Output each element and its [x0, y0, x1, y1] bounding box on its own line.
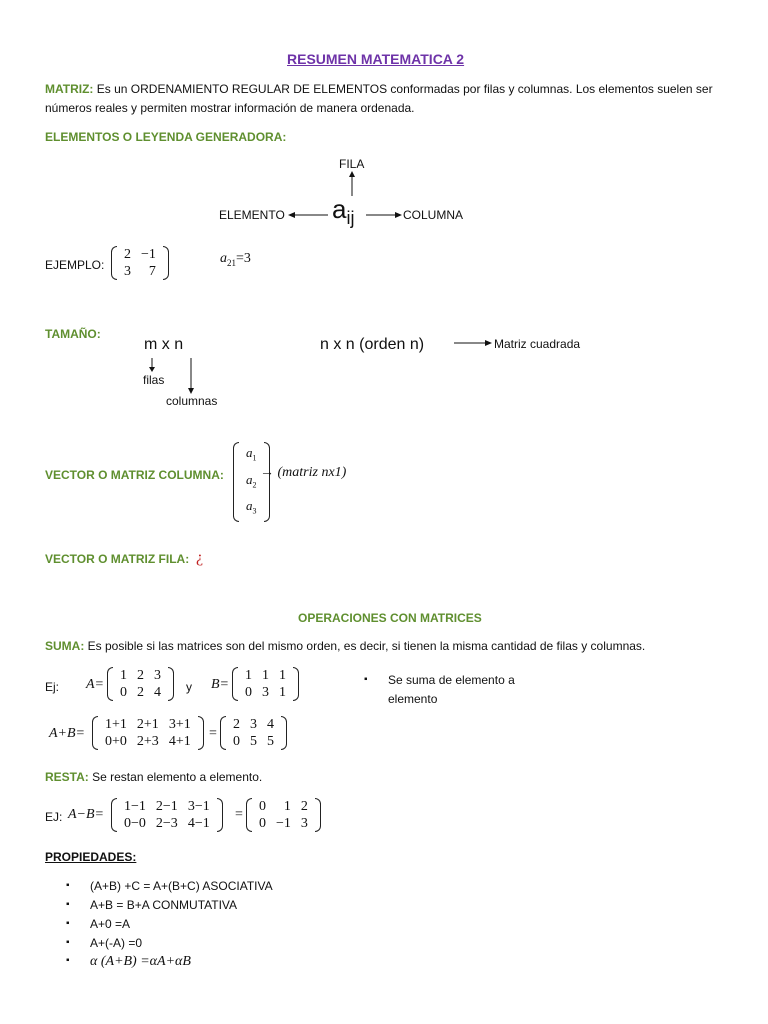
cuadrada-label: Matriz cuadrada: [494, 337, 581, 351]
matrix-cell: 0−0: [124, 816, 146, 831]
suma-ej-label: Ej:: [45, 680, 60, 694]
matrix-cell: 2: [137, 668, 144, 683]
vector-arrow: →: [260, 465, 274, 480]
operaciones-heading: OPERACIONES CON MATRICES: [298, 611, 482, 625]
matrix-cell: 3: [154, 668, 161, 683]
page-title: RESUMEN MATEMATICA 2: [287, 51, 465, 67]
matrix-b: [232, 667, 299, 701]
matrix-cell: 5: [250, 734, 257, 749]
matrix-cell: 3: [124, 264, 131, 279]
matrix-cell: 4: [154, 685, 161, 700]
matriz-label: MATRIZ:: [45, 82, 94, 96]
matrix-cell: 3: [250, 717, 257, 732]
matrix-cell: 1: [279, 685, 286, 700]
suma-note-line2: elemento: [388, 692, 438, 706]
matriz-definition: [45, 82, 713, 96]
matrix-cell: 3+1: [168, 717, 191, 732]
apb-label: A+B=: [49, 726, 85, 741]
apb-equals: =: [209, 726, 217, 741]
matriz-line1: Es un ORDENAMIENTO REGULAR DE ELEMENTOS conformadas por filas y columnas. Los elementos suelen ser: [96, 82, 713, 96]
filas-label: filas: [143, 373, 165, 387]
vector-sub: 1: [252, 453, 257, 463]
matrix-cell: 5: [267, 734, 274, 749]
columnas-label: columnas: [166, 394, 218, 408]
matrix-cell: −1: [141, 247, 156, 262]
resta-label: RESTA:: [45, 770, 89, 784]
matrix-cell: 0: [245, 685, 252, 700]
vector-fila-label: VECTOR O MATRIZ FILA:: [45, 552, 190, 566]
resta-ej-label: EJ:: [45, 810, 63, 824]
matrix-b-label: B=: [211, 677, 229, 692]
matrix-cell: 2+1: [136, 717, 159, 732]
cuadrada-arrow: [452, 336, 494, 350]
matrix-a: [107, 667, 174, 701]
amb-expression-matrix: [111, 798, 223, 832]
vector-fila-symbol: ¿: [196, 549, 204, 566]
elementos-heading: ELEMENTOS O LEYENDA GENERADORA:: [45, 130, 287, 144]
matrix-cell: 4+1: [168, 734, 191, 749]
suma-text: Es posible si las matrices son del mismo orden, es decir, si tienen la misma cantidad de filas y columnas.: [87, 639, 646, 653]
matrix-cell: 0: [233, 734, 240, 749]
matrix-cell: 3−1: [187, 799, 210, 814]
matrix-cell: 2−3: [155, 816, 178, 831]
resta-text: Se restan elemento a elemento.: [92, 770, 263, 784]
a21-base: a: [220, 251, 227, 266]
matrix-cell: 1: [279, 668, 286, 683]
vector-columna-desc: [260, 465, 346, 481]
suma-definition: [45, 639, 645, 653]
apb-expression-matrix: [92, 716, 204, 750]
aij-base: a: [332, 194, 347, 224]
propiedad-item: ▪ (A+B) +C = A+(B+C) ASOCIATIVA: [90, 879, 273, 893]
ejemplo-matrix: [111, 246, 169, 280]
amb-result-matrix: [246, 798, 321, 832]
mxn-label: m x n: [144, 336, 184, 353]
suma-label: SUMA:: [45, 639, 85, 653]
columna-arrow: [364, 208, 404, 222]
matrix-a-label: A=: [86, 677, 104, 692]
vector-entry: a: [246, 498, 253, 514]
ejemplo-label: EJEMPLO:: [45, 258, 105, 272]
matrix-cell: 7: [148, 264, 156, 279]
suma-note-line1: ▪ Se suma de elemento a: [388, 673, 515, 687]
matrix-cell: 1+1: [105, 717, 127, 732]
fila-label: FILA: [339, 157, 365, 171]
suma-y: y: [186, 680, 192, 694]
aij-sub: ij: [346, 208, 355, 228]
apb-result-matrix: [220, 716, 287, 750]
matrix-cell: 2: [124, 247, 131, 262]
matrix-cell: 0: [259, 816, 266, 831]
amb-label: A−B=: [68, 807, 104, 822]
vector-entry: a: [246, 471, 253, 487]
propiedad-item: ▪ α (A+B) =αA+αB: [90, 954, 191, 970]
matrix-cell: 2: [233, 717, 240, 732]
propiedad-item: ▪ A+B = B+A CONMUTATIVA: [90, 898, 237, 912]
nxn-label: n x n (orden n): [320, 336, 425, 353]
matrix-cell: 1−1: [124, 799, 146, 814]
vector-desc: (matriz nx1): [277, 465, 347, 480]
columna-label: COLUMNA: [403, 208, 464, 222]
matrix-cell: 1: [283, 799, 291, 814]
vector-columna-matrix: [233, 442, 270, 522]
tamano-heading: TAMAÑO:: [45, 327, 101, 341]
matrix-cell: 3: [262, 685, 269, 700]
matrix-cell: 0: [120, 685, 127, 700]
matrix-cell: 0+0: [105, 734, 127, 749]
matrix-cell: 4−1: [187, 816, 210, 831]
matrix-cell: 1: [262, 668, 269, 683]
matriz-line2: números reales y permiten mostrar información de manera ordenada.: [45, 101, 415, 115]
matrix-cell: 3: [300, 816, 308, 831]
aij-symbol: [332, 194, 354, 229]
a21-value: =3: [236, 251, 251, 266]
elemento-label: ELEMENTO: [219, 208, 285, 222]
elemento-arrow: [286, 208, 330, 222]
matrix-cell: 4: [267, 717, 274, 732]
resta-definition: [45, 770, 262, 784]
a21-expression: [220, 251, 251, 268]
matrix-cell: 2: [137, 685, 144, 700]
matrix-cell: 1: [120, 668, 127, 683]
a21-sub: 21: [227, 257, 236, 268]
matrix-cell: 0: [259, 799, 266, 814]
vector-columna-label: VECTOR O MATRIZ COLUMNA:: [45, 468, 224, 482]
vector-sub: 3: [252, 506, 257, 516]
vector-entry: a: [246, 445, 253, 460]
matrix-cell: 1: [245, 668, 252, 683]
amb-equals: =: [235, 807, 243, 822]
propiedad-item: ▪ A+0 =A: [90, 917, 130, 931]
matrix-cell: 2: [300, 799, 308, 814]
matrix-cell: −1: [276, 816, 291, 831]
propiedades-heading: PROPIEDADES:: [45, 850, 137, 864]
matrix-cell: 2−1: [155, 799, 178, 814]
vector-sub: 2: [252, 480, 257, 490]
propiedad-item: ▪ A+(-A) =0: [90, 936, 142, 950]
matrix-cell: 2+3: [136, 734, 159, 749]
